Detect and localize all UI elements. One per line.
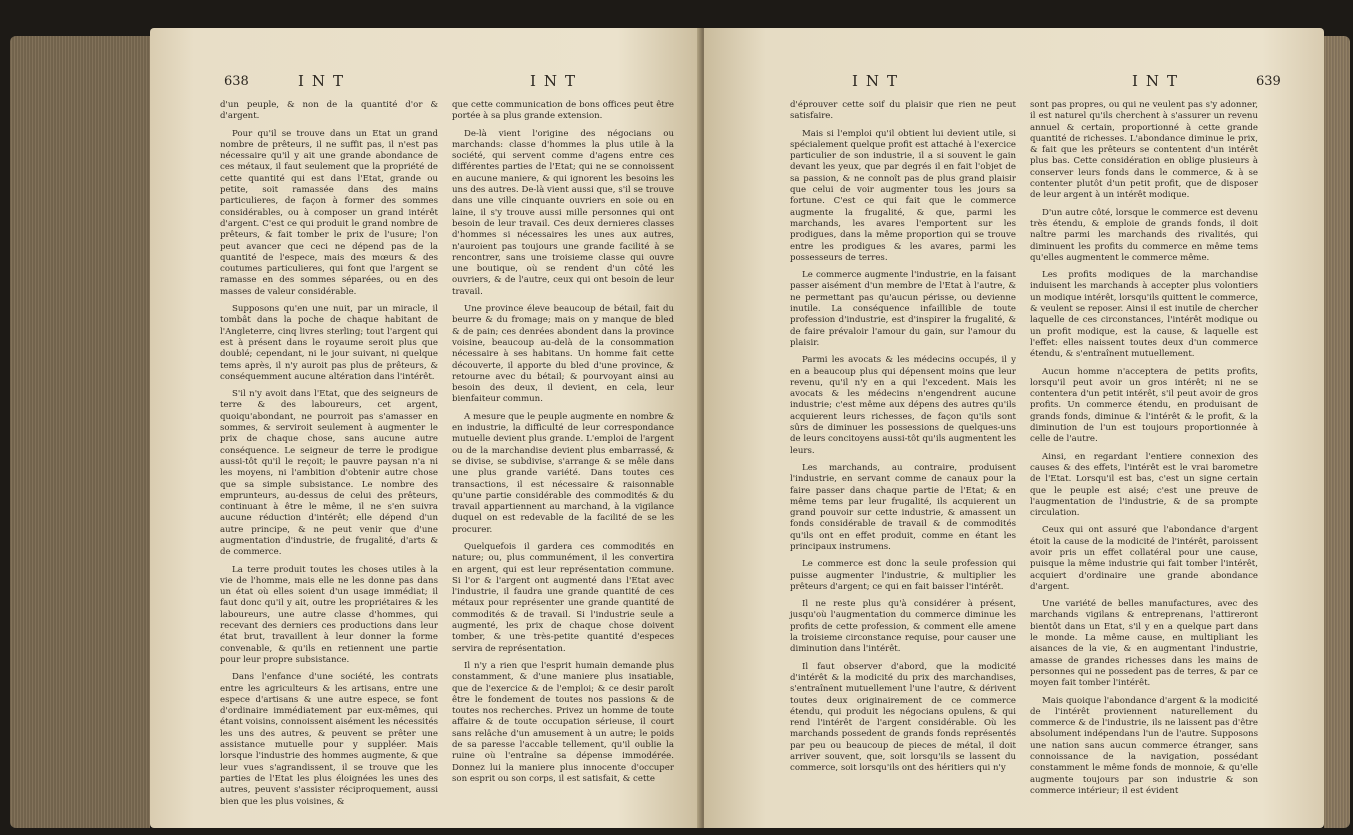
right-column-2: [1030, 100, 1258, 803]
paragraph: Supposons qu'en une nuit, par un miracle, il tombât dans la poche de chaque habitant de l'Angleterre, cinq livres sterling; tout l'argent qui est à présent dans le royaume seroit plus que doublé; cependant, ni le jour suivant, ni quelque tems après, il n'y auroit pas plus de prêteurs, & conséquemment aucune altération dans l'intérêt.: [220, 304, 438, 382]
paragraph: d'éprouver cette soif du plaisir que rien ne peut satisfaire.: [790, 100, 1016, 122]
paragraph: La terre produit toutes les choses utiles à la vie de l'homme, mais elle ne les donne pas dans un état où elles soient d'un usage immédiat; il faut donc qu'il y ait, outre les propriétaires & les laboureurs, une autre classe d'hommes, qui recevant des derniers ces productions dans leur état brut, travaillent à leur donner la forme convenable, & qu'ils en retiennent une partie pour leur propre subsistance.: [220, 564, 438, 665]
paragraph: Ainsi, en regardant l'entiere connexion des causes & des effets, l'intérêt est le vrai barometre de l'Etat. Lorsqu'il est bas, c'est un signe certain que le peuple est aisé; c'est une preuve de l'augmentation de l'industrie, & de sa prompte circulation.: [1030, 451, 1258, 519]
left-column-2: [452, 100, 674, 791]
paragraph: Il ne reste plus qu'à considérer à présent, jusqu'où l'augmentation du commerce diminue les profits de cette profession, & comment elle amene la troisieme circonstance requise, pour causer une diminution dans l'intérêt.: [790, 599, 1016, 655]
paragraph: Les marchands, au contraire, produisent l'industrie, en servant comme de canaux pour la faire passer dans chaque partie de l'Etat; & en même tems par leur frugalité, ils acquierent un grand pouvoir sur cette industrie, & amassent un fonds considérable de travail & de commodités qu'ils ont en effet produit, comme en étant les principaux instrumens.: [790, 462, 1016, 552]
left-header-center: INT: [530, 72, 584, 90]
left-column-1: [220, 100, 438, 814]
right-page: [704, 28, 1324, 828]
paragraph: d'un peuple, & non de la quantité d'or & d'argent.: [220, 100, 438, 122]
paragraph: Dans l'enfance d'une société, les contrats entre les agriculteurs & les artisans, entre une espece d'artisans & une autre espece, se font d'ordinaire immédiatement par eux-mêmes, qui étant voisins, connoissent aisément les nécessités les uns des autres, & peuvent se prêter une assistance mutuelle pour y suppléer. Mais lorsque l'industrie des hommes augmente, & que leur vues s'agrandissent, il se trouve que les parties de l'Etat les plus éloignées les unes des autres, peuvent s'assister réciproquement, aussi bien que les plus voisines, &: [220, 672, 438, 807]
right-header-right: INT: [1132, 72, 1186, 90]
paragraph: Pour qu'il se trouve dans un Etat un grand nombre de prêteurs, il ne suffit pas, il n'est pas nécessaire qu'il y ait une grande abondance de ces métaux, il faut seulement que la propriété de cette quantité qui est dans l'Etat, grande ou petite, soit ramassée dans des mains particulieres, de façon à former des sommes considérables, ou à composer un grand intérêt d'argent. C'est ce qui produit le grand nombre de prêteurs, & fait tomber le prix de l'usure; l'on peut avancer que ceci ne dépend pas de la quantité de l'espece, mais des mœurs & des coutumes particulieres, qui font que l'argent se ramasse en des sommes séparées, ou en des masses de valeur considérable.: [220, 128, 438, 297]
paragraph: A mesure que le peuple augmente en nombre & en industrie, la difficulté de leur correspondance mutuelle devient plus grande. L'emploi de l'argent ou de la marchandise devient plus embarrassé, & se divise, se subdivise, s'arrange & se mêle dans une plus grande variété. Dans toutes ces transactions, il est nécessaire & raisonnable qu'une partie considérable des commodités & du travail appartiennent au marchand, à la vigilance duquel on est redevable de la facilité de se les procurer.: [452, 411, 674, 535]
paragraph: Quelquefois il gardera ces commodités en nature; ou, plus communément, il les convertira en argent, qui est leur représentation commune. Si l'or & l'argent ont augmenté dans l'Etat avec l'industrie, il faudra une grande quantité de ces métaux pour représenter une grande quantité de commodités & de travail. Si l'industrie seule a augmenté, les prix de chaque chose doivent tomber, & une très-petite quantité d'especes servira de représentation.: [452, 541, 674, 654]
paragraph: Il n'y a rien que l'esprit humain demande plus constamment, & d'une maniere plus insatiable, que de l'exercice & de l'emploi; & ce desir paroît être le fondement de toutes nos passions & de toutes nos recherches. Privez un homme de toute affaire & de toute occupation sérieuse, il court sans relâche d'un amusement à un autre; le poids de sa paresse l'accable tellement, qu'il oublie la ruine où l'entraîne sa dépense immodérée. Donnez lui la maniere plus innocente d'occuper son esprit ou son corps, il est satisfait, & cette: [452, 660, 674, 784]
paragraph: Ceux qui ont assuré que l'abondance d'argent étoit la cause de la modicité de l'intérêt, paroissent avoir pris un effet collatéral pour une cause, puisque la même industrie qui fait tomber l'intérêt, acquiert d'ordinaire une grande abondance d'argent.: [1030, 525, 1258, 592]
paragraph: Mais si l'emploi qu'il obtient lui devient utile, si spécialement quelque profit est attaché à l'exercice particulier de son industrie, il a si souvent le gain devant les yeux, que par degrés il en fait l'objet de sa passion, & ne connoît pas de plus grand plaisir que celui de voir augmenter tous les jours sa fortune. C'est ce qui fait que le commerce augmente la frugalité, & que, parmi les marchands, les avares l'emportent sur les prodigues, dans la même proportion qui se trouve entre les prodigues & les avares, parmi les possesseurs de terres.: [790, 128, 1016, 263]
paragraph: Il faut observer d'abord, que la modicité d'intérêt & la modicité du prix des marchandises, s'entraînent mutuellement l'une l'autre, & dérivent toutes deux originairement de ce commerce étendu, qui produit les négocians opulens, & qui rend l'intérêt de l'argent considérable. Où les marchands possedent de grands fonds représentés par peu ou beaucoup de pieces de métal, il doit arriver souvent, que, soit lorsqu'ils se lassent du commerce, soit lorsqu'ils ont des héritiers qui n'y: [790, 661, 1016, 774]
paragraph: Une province éleve beaucoup de bétail, fait du beurre & du fromage; mais on y manque de bled & de pain; ces denrées abondent dans la province voisine, beaucoup au-delà de la consommation nécessaire à ses habitans. Un homme fait cette découverte, il apporte du bled d'une province, & retourne avec du bétail; & pourvoyant ainsi au besoin des deux, il devient, en cela, leur bienfaiteur commun.: [452, 304, 674, 405]
right-header-center: INT: [852, 72, 906, 90]
paragraph: que cette communication de bons offices peut être portée à sa plus grande extension.: [452, 100, 674, 122]
paragraph: Une variété de belles manufactures, avec des marchands vigilans & entreprenans, l'attireront bientôt dans un Etat, s'il y en a quelque part dans le monde. La même cause, en multipliant les aisances de la vie, & en augmentant l'industrie, amasse de grandes richesses dans les mains de personnes qui ne possedent pas de terres, & par ce moyen fait tomber l'intérêt.: [1030, 599, 1258, 689]
paragraph: Les profits modiques de la marchandise induisent les marchands à accepter plus volontiers un modique intérêt, lorsqu'ils quittent le commerce, & veulent se reposer. Ainsi il est inutile de chercher laquelle de ces circonstances, l'intérêt modique ou un profit modique, est la cause, & laquelle est l'effet: elles naissent toutes deux d'un commerce étendu, & s'entraînent mutuellement.: [1030, 270, 1258, 360]
left-page: [150, 28, 700, 828]
paragraph: Mais quoique l'abondance d'argent & la modicité de l'intérêt proviennent naturellement du commerce & de l'industrie, ils ne laissent pas d'être absolument indépendans l'un de l'autre. Supposons une nation sans aucun commerce étranger, sans connoissance de la navigation, possédant constamment le même fonds de monnoie, & qu'elle augmente toujours par son industrie & son commerce intérieur; il est évident: [1030, 695, 1258, 796]
left-page-number: 638: [224, 74, 249, 89]
paragraph: De-là vient l'origine des négocians ou marchands: classe d'hommes la plus utile à la société, qui servent comme d'agens entre ces différentes parties de l'Etat; qui ne se connoissent en aucune maniere, & qui ignorent les besoins les uns des autres. De-là vient aussi que, s'il se trouve dans une ville cinquante ouvriers en soie ou en laine, il s'y trouve aussi mille personnes qui ont besoin de leur travail. Ces deux dernieres classes d'hommes si nécessaires les unes aux autres, n'auroient pas toujours une grande facilité à se rencontrer, sans une troisieme classe qui ouvre une boutique, où se rendent d'un côté les ouvriers, & de l'autre, ceux qui ont besoin de leur travail.: [452, 128, 674, 297]
right-column-1: [790, 100, 1016, 781]
paragraph: sont pas propres, ou qui ne veulent pas s'y adonner, il est naturel qu'ils cherchent à s'assurer un revenu annuel & certain, proportionné à cette grande quantité de richesses. L'abondance diminue le prix, & fait que les prêteurs se contentent d'un intérêt plus bas. Cette considération en oblige plusieurs à conserver leurs fonds dans le commerce, & à se contenter plutôt d'un petit profit, que de disposer de leur argent à un intérêt modique.: [1030, 100, 1258, 201]
paragraph: S'il n'y avoit dans l'Etat, que des seigneurs de terre & des laboureurs, cet argent, quoiqu'abondant, ne pourroit pas s'amasser en sommes, & serviroit seulement à augmenter le prix de chaque chose, sans aucune autre conséquence. Le seigneur de terre le prodigue aussi-tôt qu'il le reçoit; le pauvre paysan n'a ni les moyens, ni l'ambition d'obtenir autre chose que sa simple subsistance. Le nombre des emprunteurs, au-dessus de celui des prêteurs, continuant à être le même, il ne s'en suivra aucune réduction d'intérêt; elle dépend d'un autre principe, & ne peut venir que d'une augmentation d'industrie, de frugalité, d'arts & de commerce.: [220, 389, 438, 558]
paragraph: Parmi les avocats & les médecins occupés, il y en a beaucoup plus qui dépensent moins que leur revenu, qu'il n'y en a qui l'excedent. Mais les avocats & les médecins n'engendrent aucune industrie; c'est même aux dépens des autres qu'ils acquierent leurs richesses, de façon qu'ils sont sûrs de diminuer les possessions de quelques-uns de leurs concitoyens aussi-tôt qu'ils augmentent les leurs.: [790, 355, 1016, 456]
paragraph: D'un autre côté, lorsque le commerce est devenu très étendu, & emploie de grands fonds, il doit naître parmi les marchands des rivalités, qui diminuent les profits du commerce en même tems qu'elles augmentent le commerce même.: [1030, 207, 1258, 263]
left-page-edges: [10, 36, 150, 828]
right-page-edges: [1324, 36, 1350, 828]
paragraph: Aucun homme n'acceptera de petits profits, lorsqu'il peut avoir un gros intérêt; ni ne se contentera d'un petit intérêt, s'il peut avoir de gros profits. Un commerce étendu, en produisant de grands fonds, diminue & l'intérêt & le profit, & la diminution de l'un est toujours proportionnée à celle de l'autre.: [1030, 366, 1258, 445]
paragraph: Le commerce augmente l'industrie, en la faisant passer aisément d'un membre de l'Etat à l'autre, & ne permettant pas qu'aucun périsse, ou devienne inutile. La conséquence infaillible de toute profession d'industrie, est d'inspirer la frugalité, & de faire prévaloir l'amour du gain, sur l'amour du plaisir.: [790, 270, 1016, 348]
left-header-left: INT: [298, 72, 352, 90]
right-page-number: 639: [1256, 74, 1281, 89]
paragraph: Le commerce est donc la seule profession qui puisse augmenter l'industrie, & multiplier les prêteurs d'argent; ce qui en fait baisser l'intérêt.: [790, 559, 1016, 592]
